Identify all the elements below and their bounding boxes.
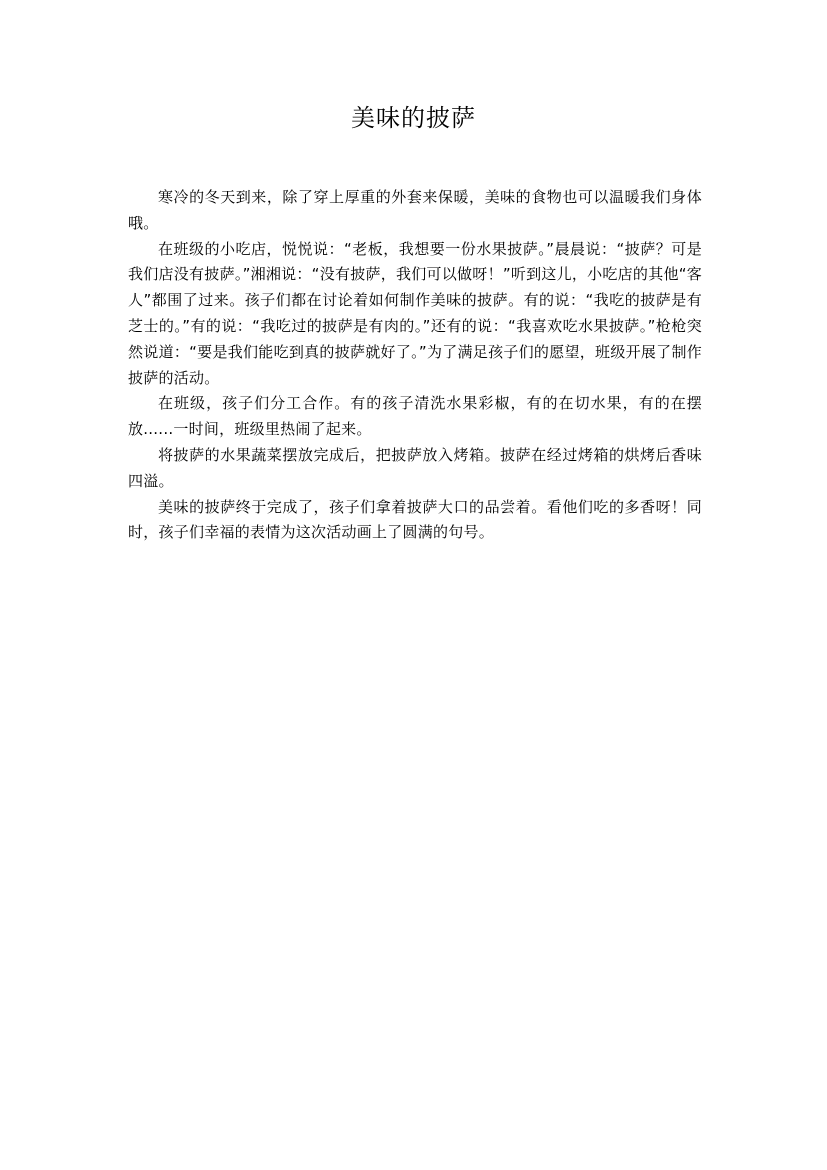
paragraph-1: 寒冷的冬天到来，除了穿上厚重的外套来保暖，美味的食物也可以温暖我们身体哦。 [128,188,702,232]
paragraph-5: 美味的披萨终于完成了，孩子们拿着披萨大口的品尝着。看他们吃的多香呀！同时，孩子们幸福的表情为这次活动画上了圆满的句号。 [128,497,702,542]
paragraph-2: 在班级的小吃店，悦悦说：“老板，我想要一份水果披萨。”晨晨说：“披萨？可是我们店没有披萨。”湘湘说：“没有披萨，我们可以做呀！”听到这儿，小吃店的其他“客人”都围了过来。孩子们都在讨论着如何制作美味的披萨。有的说：“我吃的披萨是有芝士的。”有的说：“我吃过的披萨是有肉的。”还有的说：“我喜欢吃水果披萨。”枪枪突然说道：“要是我们能吃到真的披萨就好了。”为了满足孩子们的愿望，班级开展了制作披萨的活动。 [128,239,702,387]
document-title: 美味的披萨 [351,104,476,132]
paragraph-4: 将披萨的水果蔬菜摆放完成后，把披萨放入烤箱。披萨在经过烤箱的烘烤后香味四溢。 [128,445,702,490]
document-body [128,185,702,546]
paragraph-3: 在班级，孩子们分工合作。有的孩子清洗水果彩椒，有的在切水果，有的在摆放......一时间，班级里热闹了起来。 [128,394,702,439]
